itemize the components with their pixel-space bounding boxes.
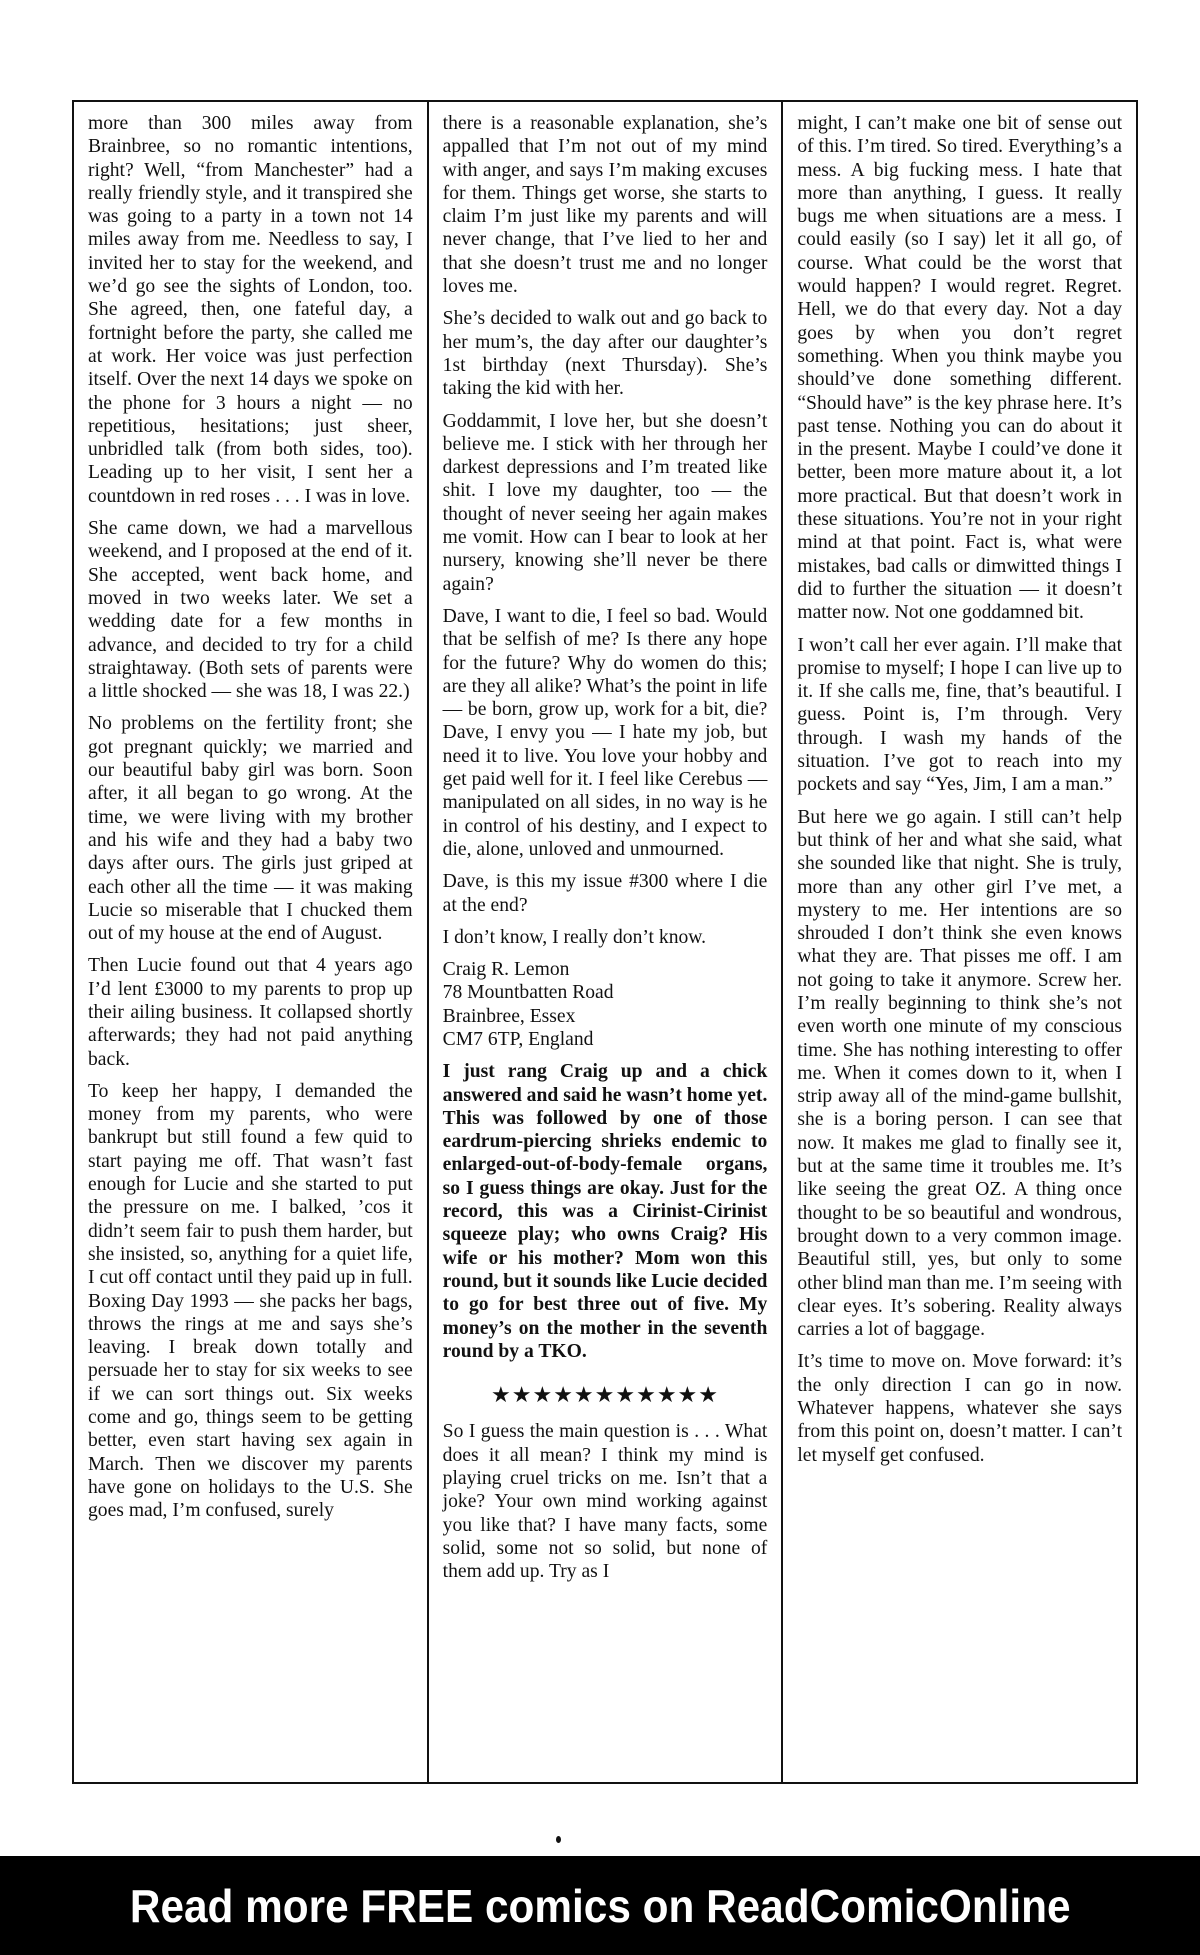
paragraph: I don’t know, I really don’t know. (442, 926, 707, 948)
paragraph: No problems on the fertility front; she got pregnant quickly; we married and our beautiful baby girl was born. Soon after, it all began to go wrong. At the time, we were living with my brother and his wife and they had a baby two days after ours. The girls just griped at each other all the time — it was making Lucie so miserable that I chucked them out of my house at the end of August. (88, 713, 413, 945)
address-line: CM7 6TP, England (442, 1028, 594, 1050)
star-divider: ★★★★★★★★★★★ (491, 1382, 719, 1408)
paragraph: I won’t call her ever again. I’ll make that promise to myself; I hope I can live up to it. If she calls me, fine, that’s beautiful. I guess. Point is, I’m through. Very through. I wash my hands of the situation. I’ve got to reach into my pockets and say “Yes, Jim, I am a man.” (797, 634, 1123, 796)
column-2 (427, 102, 782, 1782)
sender-address (443, 958, 768, 1051)
promo-banner[interactable] (0, 1856, 1200, 1955)
paragraph: To keep her happy, I demanded the money from my parents, who were bankrupt but still found a few quid to start paying me off. That wasn’t fast enough for Lucie and she started to put the pressure on me. I balked, ’cos it didn’t seem fair to push them harder, but she insisted, so, anything for a quiet life, I cut off contact until they paid up in full. Boxing Day 1993 — she packs her bags, throws the rings at me and says she’s leaving. I break down totally and persuade her to stay for six weeks to see if we can sort things out. Six weeks come and go, things seem to be getting better, even start having sex again in March. Then we discover my parents have gone on holidays to the U.S. She goes mad, I’m confused, surely (88, 1080, 413, 1522)
address-line: Brainbree, Essex (442, 1005, 576, 1027)
paragraph: there is a reasonable explanation, she’s appalled that I’m not out of my mind with anger, and says I’m making excuses for them. Things get worse, she starts to claim I’m just like my parents and will never change, that I’ve lied to her and that she doesn’t trust me and no longer loves me. (442, 113, 768, 298)
address-line: 78 Mountbatten Road (442, 982, 614, 1004)
paragraph: So I guess the main question is . . . What does it all mean? I think my mind is playing cruel tricks on me. Isn’t that a joke? Your own mind working against you like that? I have many facts, some solid, some not so solid, but none of them add up. Try as I (442, 1421, 768, 1583)
paragraph: But here we go again. I still can’t help but think of her and what she said, what she sounded like that night. She is truly, more than any other girl I’ve met, a mystery to me. Her intentions are so shrouded I don’t think she even knows what they are. That pisses me off. I am not going to take it anymore. Screw her. I’m really beginning to think she’s not even worth one minute of my conscious time. She has nothing interesting to offer me. When it comes down to it, when I strip away all of the mind-game bullshit, she is a boring person. I can see that now. It makes me glad to finally see it, but at the same time it troubles me. It’s like seeing the great OZ. A thing once thought to be so beautiful and wondrous, brought down to a very common image. Beautiful still, yes, but only to some other blind man than me. I’m seeing with clear eyes. It’s sobering. Reality always carries a lot of baggage. (797, 806, 1123, 1341)
paragraph: might, I can’t make one bit of sense out of this. I’m tired. So tired. Everything’s a mess. A big fucking mess. I hate that more than anything, I guess. It really bugs me when situations are a mess. I could easily (so I say) let it all go, of course. What could be the worst that would happen? I would regret. Regret. Hell, we do that every day. Not a day goes by when you don’t regret something. When you think maybe you should’ve done something different. “Should have” is the key phrase here. It’s past tense. Nothing you can do about it in the present. Maybe I could’ve done it better, been more mature about it, a lot more practical. But that doesn’t work in these situations. You’re not in your right mind at that point. Fact is, what were mistakes, bad calls or dimwitted things I did to further the situation — it doesn’t matter now. Not one goddamned bit. (797, 113, 1123, 624)
paragraph: Goddammit, I love her, but she doesn’t believe me. I stick with her through her darkest depressions and I’m treated like shit. I love my daughter, too — the thought of never seeing her again makes me vomit. How can I bear to look at her nursery, knowing she’ll never be there again? (442, 410, 768, 595)
paragraph: It’s time to move on. Move forward: it’s the only direction I can go in now. Whatever happens, whatever she says from this point on, doesn’t matter. I can’t let myself get confused. (797, 1351, 1123, 1466)
paragraph: Dave, I want to die, I feel so bad. Would that be selfish of me? Is there any hope for the future? Why do women do this; are they all alike? What’s the point in life — be born, grow up, work for a bit, die? Dave, I envy you — I hate my job, but need it to live. You love your hobby and get paid well for it. I feel like Cerebus — manipulated on all sides, in no way is he in control of his destiny, and I expect to die, alone, unloved and unmourned. (442, 605, 768, 860)
paragraph: Dave, is this my issue #300 where I die at the end? (442, 871, 768, 916)
paragraph: more than 300 miles away from Brainbree, so no romantic intentions, right? Well, “from Manchester” had a really friendly style, and it transpired she was going to a party in a town not 14 miles away from me. Needless to say, I invited her to stay for the weekend, and we’d go see the sights of London, too. She agreed, then, one fateful day, a fortnight before the party, she called me at work. Her voice was just perfection itself. Over the next 14 days we spoke on the phone for 3 hours a night — no repetitious, hesitations; just sheer, unbridled talk (from both sides, too). Leading up to her visit, I sent her a countdown in red roses . . . I was in love. (88, 113, 413, 507)
paragraph: Then Lucie found out that 4 years ago I’d lent £3000 to my parents to prop up their ailing business. It collapsed shortly afterwards; they had not paid anything back. (88, 955, 413, 1070)
editor-reply: I just rang Craig up and a chick answered and said he wasn’t home yet. This was followed by one of those eardrum-piercing shrieks endemic to enlarged-out-of-body-female organs, so I guess things are okay. Just for the record, this was a Cirinist-Cirinist squeeze play; who owns Craig? His wife or his mother? Mom won this round, but it sounds like Lucie decided to go for best three out of five. My money’s on the mother in the seventh round by a TKO. (442, 1061, 768, 1362)
column-3 (781, 102, 1136, 1782)
paragraph: She’s decided to walk out and go back to her mum’s, the day after our daughter’s 1st birthday (next Thursday). She’s taking the kid with her. (442, 308, 768, 400)
address-line: Craig R. Lemon (442, 959, 570, 981)
paragraph: She came down, we had a marvellous weekend, and I proposed at the end of it. She accepted, went back home, and moved in two weeks later. We set a wedding date for a few months in advance, and decided to try for a child straightaway. (Both sets of parents were a little shocked — she was 18, I was 22.) (88, 518, 413, 703)
page-dot (556, 1836, 561, 1843)
letters-frame (72, 100, 1138, 1784)
column-1 (74, 102, 427, 1782)
banner-text[interactable]: Read more FREE comics on ReadComicOnline (129, 1879, 1071, 1932)
